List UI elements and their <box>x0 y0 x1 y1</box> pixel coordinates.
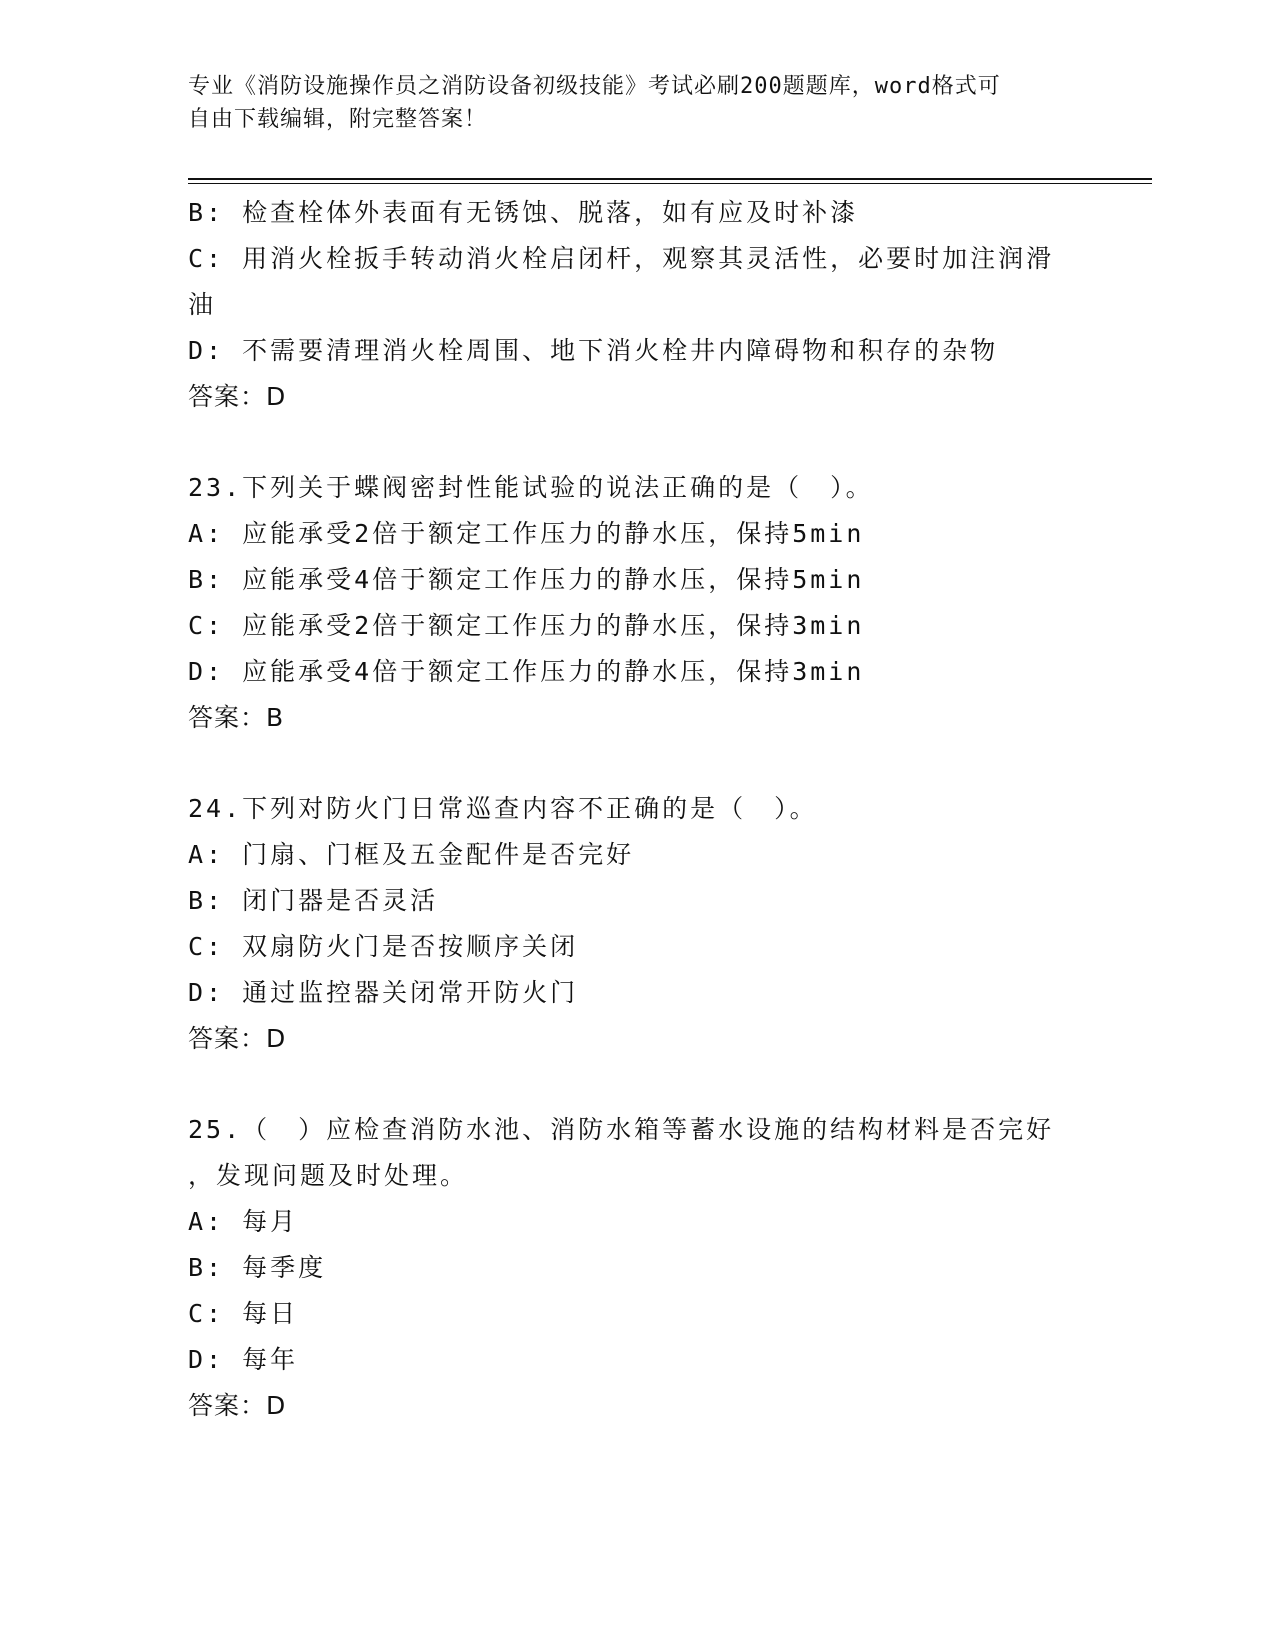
option-c: C: 用消火栓扳手转动消火栓启闭杆，观察其灵活性，必要时加注润滑 <box>188 244 1055 273</box>
question-23 <box>188 465 1088 741</box>
question-25 <box>188 1107 1088 1429</box>
spacer <box>188 420 1088 465</box>
option-b: B: 每季度 <box>188 1253 327 1282</box>
header-divider <box>188 178 1152 180</box>
question-22 <box>188 190 1088 420</box>
option-a: A: 每月 <box>188 1207 299 1236</box>
option-d: D: 不需要清理消火栓周围、地下消火栓井内障碍物和积存的杂物 <box>188 336 999 365</box>
answer-text: 答案：B <box>188 703 285 732</box>
question-list <box>188 190 1088 1429</box>
answer-text: 答案：D <box>188 382 287 411</box>
question-text: 23.下列关于蝶阀密封性能试验的说法正确的是（ ）。 <box>188 473 874 502</box>
header-line-2: 自由下载编辑，附完整答案！ <box>188 107 488 132</box>
header-line-1: 专业《消防设施操作员之消防设备初级技能》考试必刷200题题库，word格式可 <box>188 74 1001 99</box>
question-text: 24.下列对防火门日常巡查内容不正确的是（ ）。 <box>188 794 818 823</box>
option-b: B: 应能承受4倍于额定工作压力的静水压，保持5min <box>188 565 865 594</box>
spacer <box>188 741 1088 786</box>
answer-text: 答案：D <box>188 1391 287 1420</box>
spacer <box>188 1062 1088 1107</box>
answer-text: 答案：D <box>188 1024 287 1053</box>
option-d: D: 每年 <box>188 1345 299 1374</box>
option-b: B: 闭门器是否灵活 <box>188 886 439 915</box>
option-c: C: 每日 <box>188 1299 299 1328</box>
option-c-continuation: 油 <box>188 290 217 319</box>
option-c: C: 应能承受2倍于额定工作压力的静水压，保持3min <box>188 611 865 640</box>
question-text-continuation: ，发现问题及时处理。 <box>188 1161 469 1190</box>
option-a: A: 应能承受2倍于额定工作压力的静水压，保持5min <box>188 519 865 548</box>
document-header <box>188 70 1088 136</box>
question-text: 25.（ ）应检查消防水池、消防水箱等蓄水设施的结构材料是否完好 <box>188 1115 1055 1144</box>
option-d: D: 通过监控器关闭常开防火门 <box>188 978 579 1007</box>
question-24 <box>188 786 1088 1062</box>
header-divider-thin <box>188 183 1152 184</box>
option-a: A: 门扇、门框及五金配件是否完好 <box>188 840 635 869</box>
option-b: B: 检查栓体外表面有无锈蚀、脱落，如有应及时补漆 <box>188 198 859 227</box>
option-c: C: 双扇防火门是否按顺序关闭 <box>188 932 579 961</box>
option-d: D: 应能承受4倍于额定工作压力的静水压，保持3min <box>188 657 865 686</box>
